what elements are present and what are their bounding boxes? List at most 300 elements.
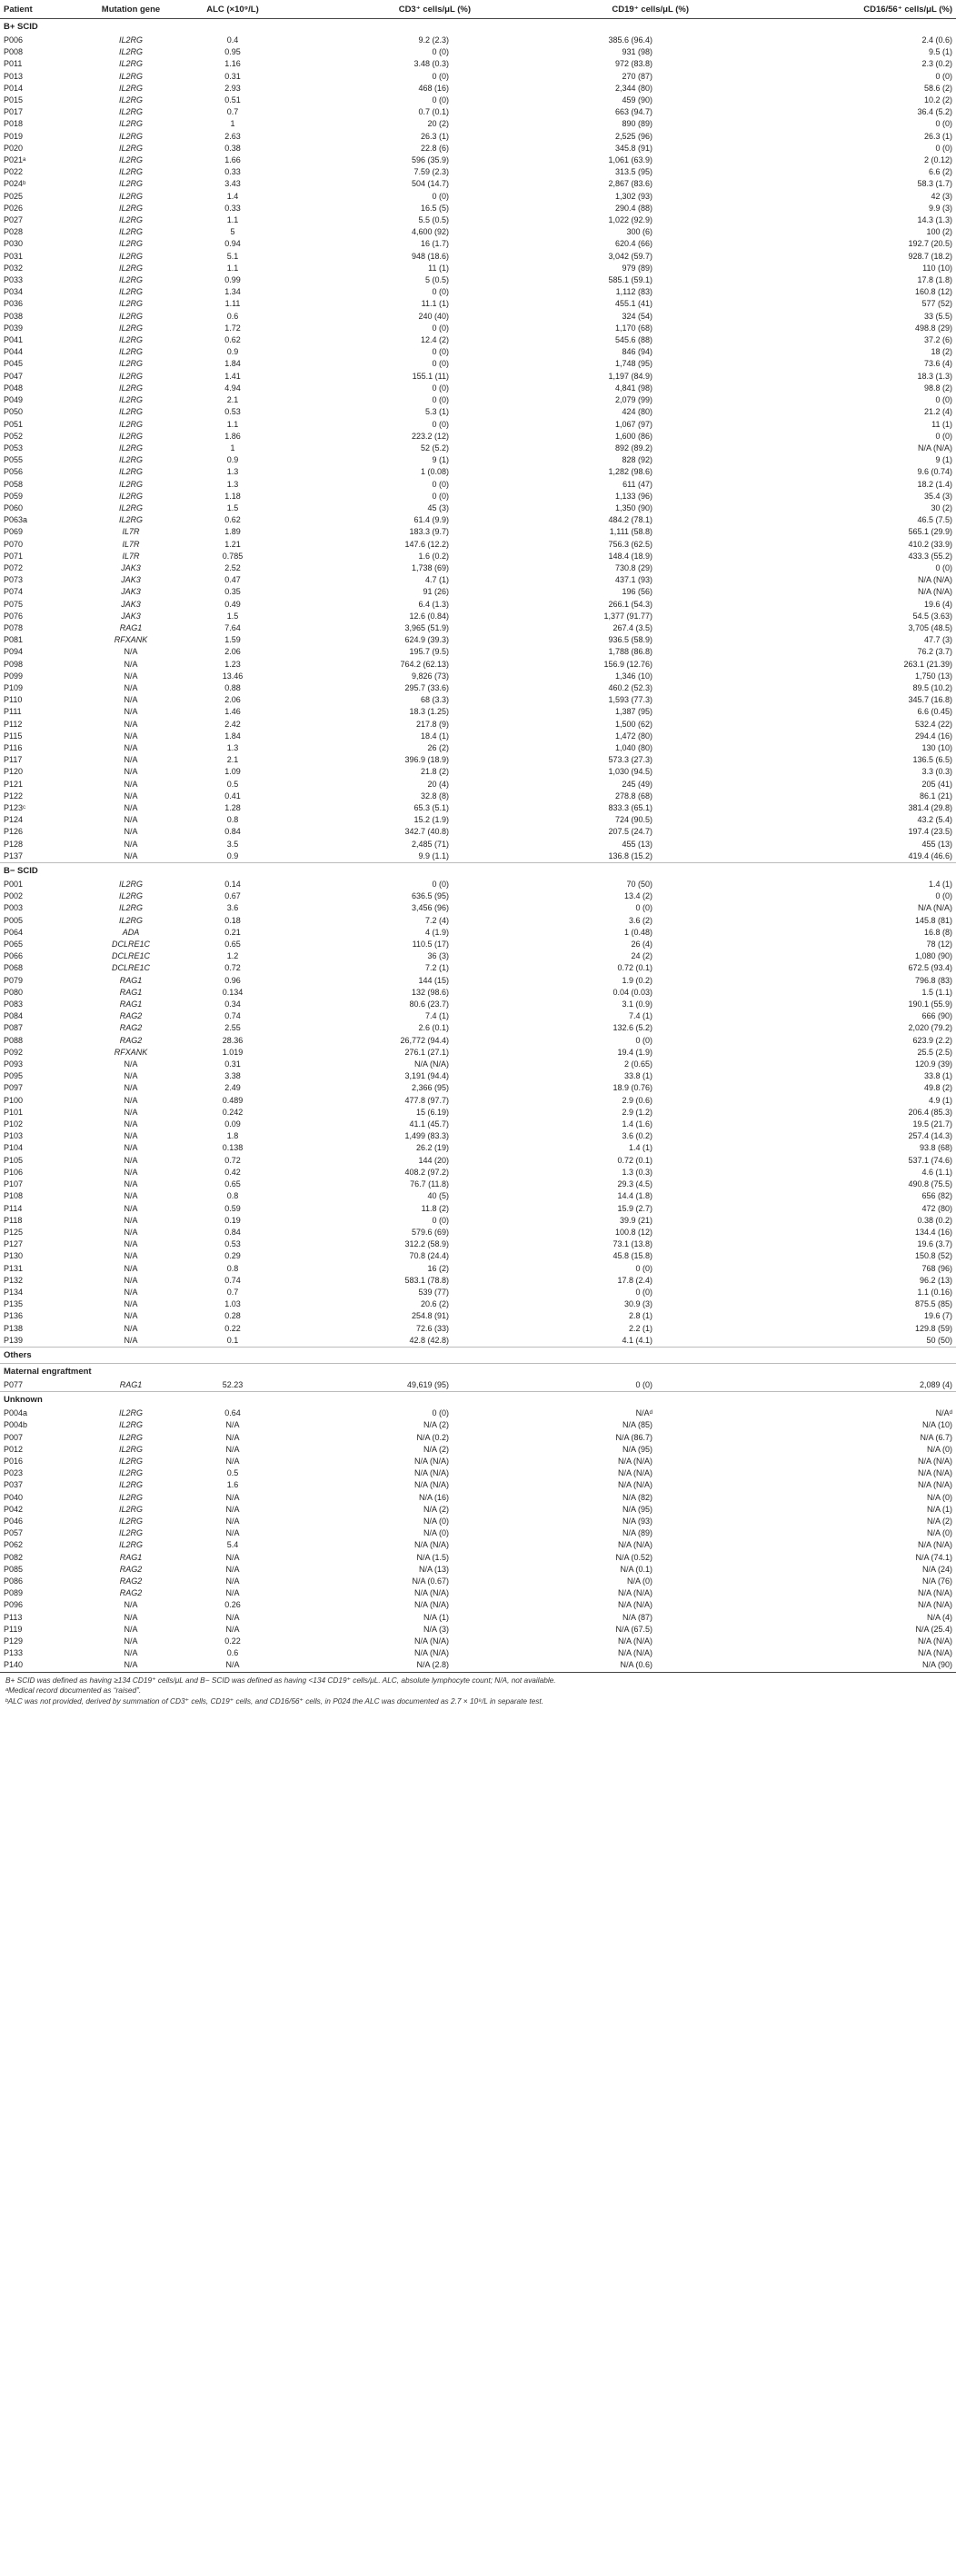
cell-alc: 1.23 bbox=[224, 659, 241, 669]
cell-mutation-gene: IL2RG bbox=[118, 1504, 143, 1514]
cell-cd19: N/A (N/A) bbox=[617, 1540, 652, 1550]
cell-alc: 0.22 bbox=[224, 1636, 241, 1646]
cell-cd3: 7.2 (1) bbox=[424, 963, 449, 973]
cell-alc: 1.03 bbox=[224, 1299, 241, 1309]
cell-alc: 2.42 bbox=[224, 719, 241, 729]
cell-cd16-56: 25.5 (2.5) bbox=[917, 1047, 952, 1057]
cell-alc: 2.06 bbox=[224, 695, 241, 705]
table-row bbox=[0, 466, 956, 478]
table-row bbox=[0, 975, 956, 987]
table-row bbox=[0, 814, 956, 826]
cell-cd19: N/A (67.5) bbox=[615, 1624, 652, 1634]
cell-mutation-gene: JAK3 bbox=[121, 611, 141, 621]
cell-patient: P032 bbox=[4, 263, 24, 273]
cell-cd3: 155.1 (11) bbox=[412, 371, 449, 381]
cell-cd3: 396.9 (18.9) bbox=[404, 755, 449, 765]
cell-patient: P041 bbox=[4, 335, 24, 345]
cell-cd16-56: N/A (1) bbox=[926, 1504, 952, 1514]
cell-patient: P021ᵃ bbox=[4, 155, 26, 165]
cell-cd3: 342.7 (40.8) bbox=[404, 827, 449, 837]
table-row bbox=[0, 694, 956, 706]
cell-alc: 0.94 bbox=[224, 239, 241, 249]
cell-patient: P110 bbox=[4, 695, 23, 705]
cell-mutation-gene: IL2RG bbox=[118, 1480, 143, 1490]
cell-cd16-56: 197.4 (23.5) bbox=[908, 827, 952, 837]
cell-cd3: 0 (0) bbox=[432, 491, 449, 501]
section-title: Unknown bbox=[0, 1392, 956, 1408]
table-row bbox=[0, 1467, 956, 1479]
cell-patient: P063a bbox=[4, 515, 28, 525]
cell-cd19: 460.2 (52.3) bbox=[608, 682, 652, 692]
cell-alc: N/A bbox=[225, 1444, 240, 1454]
table-row bbox=[0, 491, 956, 502]
cell-patient: P008 bbox=[4, 47, 24, 57]
cell-cd16-56: 2 (0.12) bbox=[923, 155, 952, 165]
cell-patient: P051 bbox=[4, 419, 24, 429]
cell-cd3: 91 (26) bbox=[423, 587, 449, 597]
table-row bbox=[0, 238, 956, 250]
cell-cd19: 1,282 (98.6) bbox=[608, 467, 652, 477]
cell-cd19: N/A (95) bbox=[622, 1444, 652, 1454]
cell-mutation-gene: N/A bbox=[124, 1335, 138, 1345]
cell-cd3: 12.6 (0.84) bbox=[409, 611, 449, 621]
cell-cd3: N/A (0) bbox=[423, 1528, 449, 1538]
cell-cd3: N/A (1) bbox=[423, 1612, 449, 1622]
cell-cd16-56: 58.3 (1.7) bbox=[917, 179, 952, 189]
cell-cd3: 636.5 (95) bbox=[411, 891, 449, 901]
cell-cd16-56: 10.2 (2) bbox=[923, 95, 952, 105]
cell-cd19: 4,841 (98) bbox=[614, 383, 652, 393]
table-row bbox=[0, 394, 956, 406]
cell-cd19: N/A (89) bbox=[622, 1528, 652, 1538]
cell-patient: P039 bbox=[4, 323, 24, 333]
cell-cd19: 13.4 (2) bbox=[623, 891, 652, 901]
cell-patient: P057 bbox=[4, 1528, 24, 1538]
cell-cd16-56: 294.4 (16) bbox=[914, 731, 952, 741]
table-row bbox=[0, 1492, 956, 1504]
cell-cd19: N/Aᵈ bbox=[635, 1408, 652, 1418]
cell-patient: P048 bbox=[4, 383, 24, 393]
cell-mutation-gene: N/A bbox=[124, 1167, 138, 1177]
cell-cd19: 756.3 (62.5) bbox=[608, 539, 652, 549]
table-row bbox=[0, 682, 956, 694]
cell-patient: P034 bbox=[4, 287, 24, 297]
cell-patient: P058 bbox=[4, 479, 24, 489]
cell-cd3: 624.9 (39.3) bbox=[404, 635, 449, 645]
table-row bbox=[0, 1407, 956, 1419]
table-row bbox=[0, 1035, 956, 1047]
cell-cd16-56: 768 (96) bbox=[921, 1263, 952, 1273]
cell-cd16-56: 472 (80) bbox=[921, 1203, 952, 1213]
cell-cd16-56: 36.4 (5.2) bbox=[917, 107, 952, 117]
cell-patient: P013 bbox=[4, 71, 24, 81]
cell-cd16-56: N/A (74.1) bbox=[915, 1552, 952, 1562]
cell-cd3: N/A (3) bbox=[423, 1624, 449, 1634]
cell-cd3: 18.4 (1) bbox=[420, 731, 449, 741]
table-row bbox=[0, 203, 956, 214]
cell-cd3: 4.7 (1) bbox=[424, 575, 449, 585]
table-row bbox=[0, 334, 956, 346]
cell-alc: 1 bbox=[230, 443, 235, 453]
cell-cd19: 730.8 (29) bbox=[614, 562, 652, 572]
cell-cd3: N/A (N/A) bbox=[413, 1540, 449, 1550]
cell-mutation-gene: N/A bbox=[124, 1251, 138, 1261]
cell-cd19: 18.9 (0.76) bbox=[612, 1083, 652, 1093]
cell-cd3: 15.2 (1.9) bbox=[413, 815, 449, 825]
cell-patient: P022 bbox=[4, 167, 24, 177]
cell-mutation-gene: RAG1 bbox=[119, 1552, 143, 1562]
cell-cd3: 0 (0) bbox=[432, 323, 449, 333]
cell-cd16-56: 263.1 (21.39) bbox=[903, 659, 952, 669]
cell-patient: P096 bbox=[4, 1600, 24, 1610]
cell-alc: 0.64 bbox=[224, 1408, 241, 1418]
cell-cd16-56: N/A (N/A) bbox=[917, 1636, 952, 1646]
cell-cd16-56: 0 (0) bbox=[935, 395, 952, 405]
cell-patient: P047 bbox=[4, 371, 24, 381]
cell-alc: 0.33 bbox=[224, 203, 241, 213]
cell-cd3: 0 (0) bbox=[432, 395, 449, 405]
table-row bbox=[0, 502, 956, 514]
cell-mutation-gene: RAG2 bbox=[119, 1576, 143, 1586]
cell-mutation-gene: N/A bbox=[124, 1131, 138, 1141]
cell-patient: P137 bbox=[4, 850, 24, 860]
table-row bbox=[0, 1298, 956, 1310]
cell-patient: P073 bbox=[4, 575, 24, 585]
cell-mutation-gene: IL2RG bbox=[118, 1540, 143, 1550]
cell-patient: P074 bbox=[4, 587, 24, 597]
cell-patient: P042 bbox=[4, 1504, 24, 1514]
cell-cd19: 0 (0) bbox=[635, 1263, 652, 1273]
cell-cd3: 20 (4) bbox=[427, 779, 449, 789]
cell-mutation-gene: N/A bbox=[124, 1071, 138, 1081]
cell-alc: 2.52 bbox=[224, 562, 241, 572]
cell-cd3: 144 (20) bbox=[418, 1155, 449, 1165]
cell-cd3: N/A (2.8) bbox=[284, 1659, 474, 1672]
cell-mutation-gene: N/A bbox=[124, 1275, 138, 1285]
section-title: Maternal engraftment bbox=[0, 1363, 956, 1379]
cell-cd3: N/A (N/A) bbox=[413, 1480, 449, 1490]
cell-mutation-gene: IL2RG bbox=[118, 1444, 143, 1454]
cell-mutation-gene: IL2RG bbox=[118, 47, 143, 57]
cell-mutation-gene: N/A bbox=[124, 850, 138, 860]
cell-patient: P040 bbox=[4, 1492, 24, 1502]
cell-cd3: 32.8 (8) bbox=[420, 791, 449, 801]
cell-cd16-56: 1,080 (90) bbox=[914, 951, 952, 961]
table-row bbox=[0, 1599, 956, 1611]
table-row bbox=[0, 1636, 956, 1647]
cell-patient: P140 bbox=[0, 1659, 80, 1672]
cell-alc: 2.93 bbox=[224, 83, 241, 93]
cell-cd3: 76.7 (11.8) bbox=[410, 1179, 449, 1189]
table-row bbox=[0, 58, 956, 70]
cell-cd19: 270 (87) bbox=[622, 71, 652, 81]
cell-cd19: 1,500 (62) bbox=[614, 719, 652, 729]
cell-cd19: 2,344 (80) bbox=[614, 83, 652, 93]
cell-mutation-gene: JAK3 bbox=[121, 599, 141, 609]
cell-mutation-gene: IL2RG bbox=[118, 251, 143, 261]
cell-cd3: N/A (N/A) bbox=[413, 1059, 449, 1069]
cell-cd3: 5.3 (1) bbox=[424, 407, 449, 417]
cell-alc: 1.3 bbox=[226, 479, 239, 489]
cell-alc: 3.6 bbox=[226, 903, 239, 913]
table-row bbox=[0, 1552, 956, 1564]
cell-cd19: 15.9 (2.7) bbox=[617, 1203, 652, 1213]
cell-cd16-56: 9.9 (3) bbox=[928, 203, 952, 213]
cell-patient: P028 bbox=[4, 227, 24, 237]
cell-cd19: 1,067 (97) bbox=[614, 419, 652, 429]
cell-alc: 1.6 bbox=[226, 1480, 239, 1490]
cell-patient: P037 bbox=[4, 1480, 24, 1490]
cell-mutation-gene: N/A bbox=[124, 1143, 138, 1153]
cell-cd19: 278.8 (68) bbox=[614, 791, 652, 801]
table-footnotes bbox=[0, 1673, 956, 1707]
table-row bbox=[0, 1190, 956, 1202]
cell-mutation-gene: IL7R bbox=[122, 551, 140, 561]
cell-cd16-56: 1,750 (13) bbox=[914, 671, 952, 681]
cell-patient: P072 bbox=[4, 562, 24, 572]
cell-mutation-gene: IL2RG bbox=[118, 467, 143, 477]
cell-cd16-56: N/A (N/A) bbox=[917, 1588, 952, 1598]
cell-alc: 0.1 bbox=[226, 1335, 239, 1345]
table-row bbox=[0, 779, 956, 791]
cell-alc: 0.31 bbox=[224, 71, 241, 81]
cell-cd19: 1,472 (80) bbox=[614, 731, 652, 741]
cell-alc: 1.8 bbox=[226, 1131, 239, 1141]
cell-mutation-gene: N/A bbox=[124, 1155, 138, 1165]
cell-cd16-56: 6.6 (2) bbox=[928, 167, 952, 177]
cell-cd16-56: 16.8 (8) bbox=[923, 927, 952, 937]
cell-cd3: 3,456 (96) bbox=[411, 903, 449, 913]
header-cd19: CD19⁺ cells/μL (%) bbox=[474, 1, 692, 19]
cell-cd16-56: 76.2 (3.7) bbox=[917, 647, 952, 657]
cell-cd19: 2,525 (96) bbox=[614, 131, 652, 141]
cell-alc: 0.18 bbox=[224, 915, 241, 925]
table-row bbox=[0, 1047, 956, 1059]
cell-mutation-gene: IL2RG bbox=[118, 395, 143, 405]
cell-mutation-gene: N/A bbox=[124, 1179, 138, 1189]
cell-patient: P023 bbox=[4, 1468, 24, 1478]
cell-patient: P059 bbox=[4, 491, 24, 501]
cell-cd3: 596 (35.9) bbox=[411, 155, 449, 165]
cell-cd19: 2 (0.65) bbox=[623, 1059, 652, 1069]
cell-cd19: 1,112 (83) bbox=[615, 287, 652, 297]
header-cd3: CD3⁺ cells/μL (%) bbox=[284, 1, 474, 19]
cell-cd19: 7.4 (1) bbox=[628, 1011, 652, 1021]
cell-mutation-gene: IL2RG bbox=[118, 431, 143, 441]
cell-alc: 0.134 bbox=[222, 987, 244, 997]
cell-cd19: 19.4 (1.9) bbox=[617, 1047, 652, 1057]
cell-cd19: 2.2 (1) bbox=[628, 1323, 652, 1333]
table-row bbox=[0, 671, 956, 682]
cell-alc: 0.95 bbox=[224, 47, 241, 57]
cell-alc: 0.785 bbox=[222, 551, 244, 561]
cell-cd16-56: N/A (N/A) bbox=[917, 1600, 952, 1610]
cell-cd16-56: 100 (2) bbox=[926, 227, 952, 237]
cell-cd3: 144 (15) bbox=[418, 975, 449, 985]
cell-cd19: N/A (86.7) bbox=[615, 1432, 652, 1442]
cell-mutation-gene: N/A bbox=[124, 1227, 138, 1237]
cell-alc: 0.29 bbox=[224, 1251, 241, 1261]
cell-cd16-56: 58.6 (2) bbox=[923, 83, 952, 93]
footnote-b: ᵇALC was not provided, derived by summation of CD3⁺ cells, CD19⁺ cells, and CD16/56⁺ cells, in P024 the ALC was documented as 2.7 × 10⁹/L in separate test. bbox=[5, 1696, 543, 1706]
cell-alc: 0.47 bbox=[224, 575, 241, 585]
cell-cd16-56: 46.5 (7.5) bbox=[917, 515, 952, 525]
cell-mutation-gene: N/A bbox=[124, 1191, 138, 1201]
table-row bbox=[0, 1479, 956, 1491]
cell-cd19: N/A (0.52) bbox=[615, 1552, 652, 1562]
cell-mutation-gene: IL2RG bbox=[118, 119, 143, 129]
cell-mutation-gene: N/A bbox=[124, 1287, 138, 1297]
cell-mutation-gene: IL7R bbox=[122, 539, 140, 549]
cell-mutation-gene: IL2RG bbox=[118, 95, 143, 105]
cell-cd19: 245 (49) bbox=[622, 779, 652, 789]
cell-cd3: 295.7 (33.6) bbox=[404, 682, 449, 692]
cell-alc: 1.18 bbox=[224, 491, 241, 501]
cell-patient: P016 bbox=[4, 1456, 24, 1466]
cell-alc: N/A bbox=[225, 1588, 240, 1598]
cell-cd3: 4 (1.9) bbox=[424, 927, 449, 937]
cell-alc: 1.66 bbox=[224, 155, 241, 165]
table-row bbox=[0, 1119, 956, 1130]
cell-mutation-gene: N/A bbox=[124, 1095, 138, 1105]
cell-cd3: 0 (0) bbox=[432, 287, 449, 297]
cell-alc: N/A bbox=[225, 1624, 240, 1634]
cell-patient: P064 bbox=[4, 927, 24, 937]
cell-patient: P123ᶜ bbox=[4, 803, 26, 812]
cell-cd16-56: 257.4 (14.3) bbox=[908, 1131, 952, 1141]
cell-mutation-gene: IL2RG bbox=[118, 1408, 143, 1418]
cell-mutation-gene: N/A bbox=[124, 719, 138, 729]
cell-mutation-gene: RAG1 bbox=[119, 622, 143, 632]
cell-alc: 1.1 bbox=[226, 419, 239, 429]
cell-alc: 1.84 bbox=[224, 359, 241, 369]
cell-cd19: N/A (N/A) bbox=[617, 1636, 652, 1646]
cell-cd3: 468 (16) bbox=[418, 83, 449, 93]
cell-alc: 0.138 bbox=[222, 1143, 244, 1153]
cell-cd3: 1 (0.08) bbox=[420, 467, 449, 477]
cell-patient: P017 bbox=[4, 107, 24, 117]
cell-patient: P069 bbox=[4, 527, 24, 537]
cell-cd16-56: 577 (52) bbox=[921, 299, 952, 309]
cell-patient: P050 bbox=[4, 407, 24, 417]
cell-cd16-56: 9.5 (1) bbox=[928, 47, 952, 57]
cell-mutation-gene: IL2RG bbox=[118, 143, 143, 153]
table-row bbox=[0, 1238, 956, 1250]
cell-mutation-gene: IL2RG bbox=[118, 1516, 143, 1526]
table-row bbox=[0, 311, 956, 323]
header-patient: Patient bbox=[0, 1, 80, 19]
cell-mutation-gene: IL2RG bbox=[118, 191, 143, 201]
cell-cd3: 240 (40) bbox=[418, 311, 449, 321]
cell-patient: P070 bbox=[4, 539, 24, 549]
cell-cd19: 267.4 (3.5) bbox=[612, 622, 652, 632]
table-row bbox=[0, 1444, 956, 1456]
cell-cd16-56: 19.5 (21.7) bbox=[912, 1119, 952, 1129]
cell-alc: 0.72 bbox=[224, 1155, 241, 1165]
cell-cd3: 16 (2) bbox=[427, 1263, 449, 1273]
table-row bbox=[0, 1275, 956, 1287]
table-row bbox=[0, 274, 956, 286]
table-row bbox=[0, 766, 956, 778]
cell-cd3: 22.8 (6) bbox=[420, 143, 449, 153]
cell-cd19: 266.1 (54.3) bbox=[608, 599, 652, 609]
table-row bbox=[0, 902, 956, 914]
cell-alc: 0.33 bbox=[224, 167, 241, 177]
cell-cd16-56: 490.8 (75.5) bbox=[908, 1179, 952, 1189]
cell-patient: P129 bbox=[4, 1636, 24, 1646]
cell-patient: P075 bbox=[4, 599, 24, 609]
cell-mutation-gene: IL2RG bbox=[118, 71, 143, 81]
cell-cd16-56: 6.6 (0.45) bbox=[917, 707, 952, 717]
table-row bbox=[0, 646, 956, 658]
table-row bbox=[0, 1647, 956, 1659]
cell-cd3: 6.4 (1.3) bbox=[418, 599, 449, 609]
cell-patient: P113 bbox=[4, 1612, 23, 1622]
table-row bbox=[0, 939, 956, 950]
cell-cd19: 1,593 (77.3) bbox=[608, 695, 652, 705]
cell-cd16-56: N/A (6.7) bbox=[920, 1432, 952, 1442]
cell-cd19: 0.72 (0.1) bbox=[617, 963, 652, 973]
cell-cd16-56: N/A (10) bbox=[921, 1420, 952, 1430]
cell-patient: P079 bbox=[4, 975, 24, 985]
cell-cd16-56: 9.6 (0.74) bbox=[917, 467, 952, 477]
cell-patient: P045 bbox=[4, 359, 24, 369]
cell-cd19: 4.1 (4.1) bbox=[622, 1335, 652, 1345]
cell-mutation-gene: IL2RG bbox=[118, 479, 143, 489]
cell-cd16-56: 37.2 (6) bbox=[923, 335, 952, 345]
table-row bbox=[0, 1167, 956, 1179]
table-row bbox=[0, 1612, 956, 1624]
cell-patient: P025 bbox=[4, 191, 24, 201]
table-row bbox=[0, 1227, 956, 1238]
cell-cd3: 276.1 (27.1) bbox=[404, 1047, 449, 1057]
cell-cd3: 15 (6.19) bbox=[415, 1107, 449, 1117]
cell-alc: 0.22 bbox=[224, 1323, 241, 1333]
cell-cd19: 1,302 (93) bbox=[614, 191, 652, 201]
cell-cd3: 2,485 (71) bbox=[411, 839, 449, 849]
cell-cd19: 196 (56) bbox=[622, 587, 652, 597]
cell-cd3: 70.8 (24.4) bbox=[409, 1251, 449, 1261]
table-row bbox=[0, 1010, 956, 1022]
cell-cd3: 504 (14.7) bbox=[411, 179, 449, 189]
cell-patient: P107 bbox=[4, 1179, 24, 1189]
table-row bbox=[0, 622, 956, 634]
cell-mutation-gene: N/A bbox=[124, 815, 138, 825]
header-cd16-56: CD16/56⁺ cells/μL (%) bbox=[692, 1, 956, 19]
cell-cd3: N/A (2) bbox=[423, 1420, 449, 1430]
table-row bbox=[0, 106, 956, 118]
table-row bbox=[0, 791, 956, 802]
cell-patient: P080 bbox=[4, 987, 24, 997]
footnote-a: ᵃMedical record documented as “raised”. bbox=[5, 1686, 142, 1696]
cell-alc: N/A bbox=[182, 1659, 284, 1672]
cell-cd16-56: 18.2 (1.4) bbox=[917, 479, 952, 489]
cell-cd16-56: N/A (76) bbox=[921, 1576, 952, 1586]
cell-cd19: N/A (N/A) bbox=[617, 1468, 652, 1478]
cell-patient: P056 bbox=[4, 467, 24, 477]
cell-patient: P133 bbox=[4, 1648, 24, 1658]
cell-alc: 1.86 bbox=[224, 431, 241, 441]
cell-patient: P030 bbox=[4, 239, 24, 249]
cell-cd19: 39.9 (21) bbox=[619, 1215, 652, 1225]
cell-cd3: 0 (0) bbox=[432, 1215, 449, 1225]
cell-cd16-56: 0 (0) bbox=[935, 143, 952, 153]
cell-mutation-gene: RAG2 bbox=[119, 1011, 143, 1021]
cell-cd19: 156.9 (12.76) bbox=[603, 659, 652, 669]
cell-cd3: 0 (0) bbox=[432, 347, 449, 357]
cell-mutation-gene: RFXANK bbox=[114, 635, 148, 645]
table-row bbox=[0, 191, 956, 203]
